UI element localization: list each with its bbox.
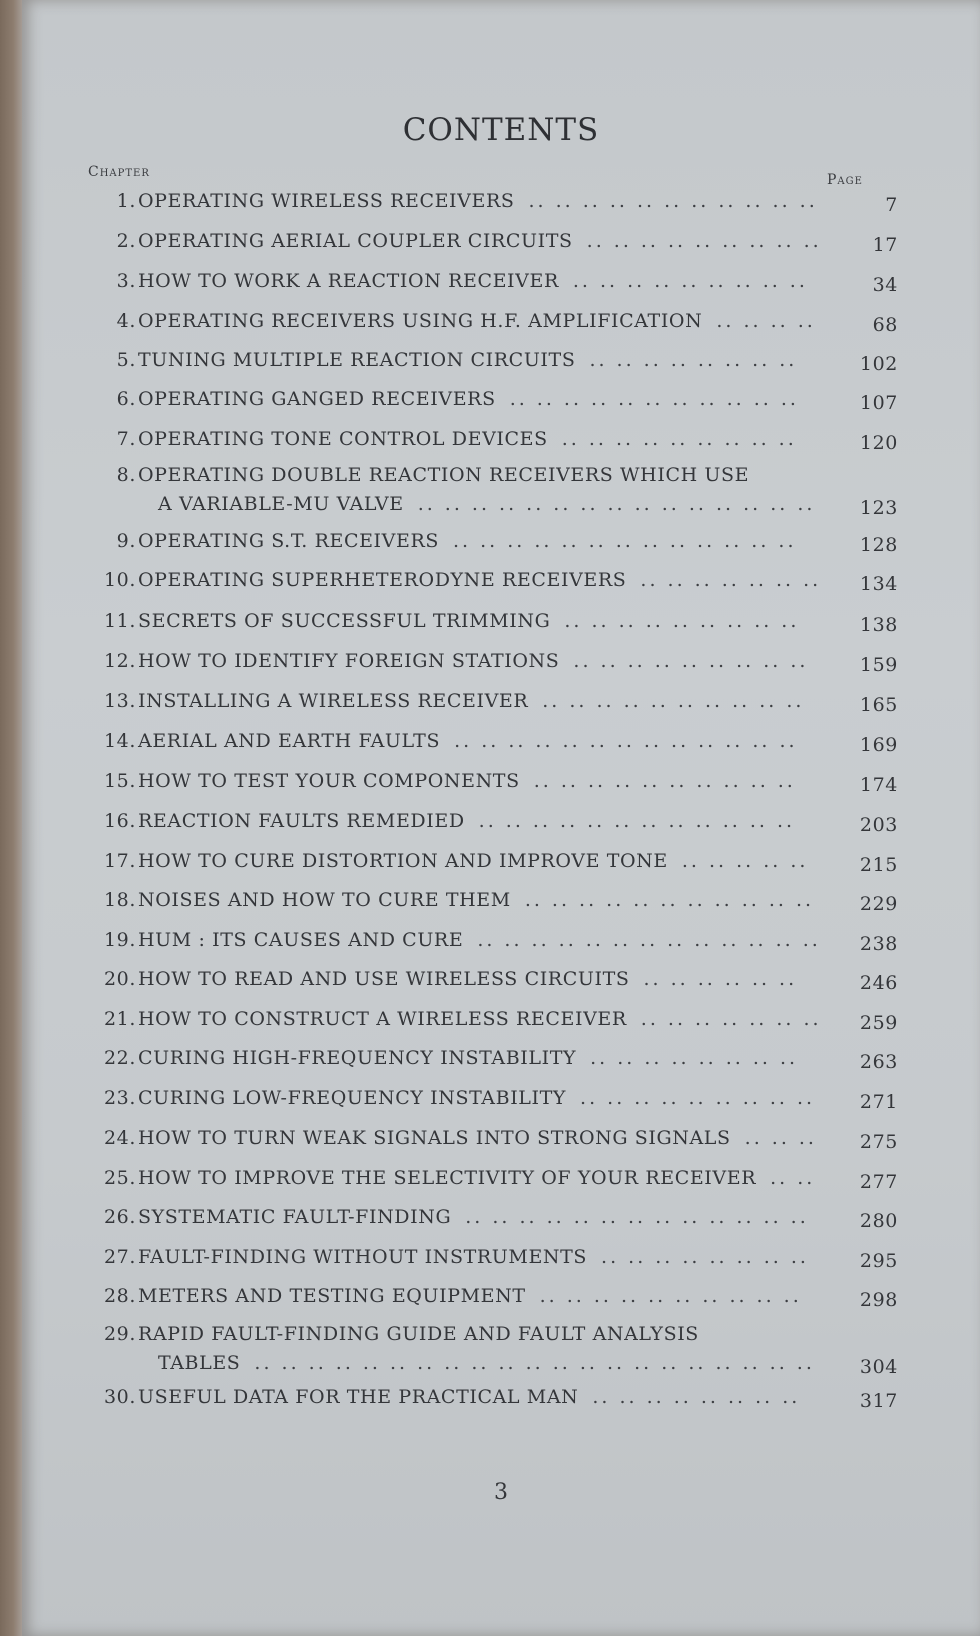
leader-dots: .. .. .. .. .. .. .. .. .. bbox=[561, 428, 797, 450]
leader-dots: .. .. .. .. .. .. .. bbox=[640, 569, 822, 591]
chapter-number: 30. bbox=[103, 1386, 136, 1408]
chapter-page-number: 34 bbox=[872, 274, 898, 296]
toc-entry bbox=[22, 968, 980, 998]
toc-entry bbox=[22, 569, 980, 599]
chapter-title: HOW TO TEST YOUR COMPONENTS bbox=[138, 770, 520, 792]
leader-dots: .. .. .. .. .. .. .. .. .. .. bbox=[542, 690, 805, 712]
chapter-title: OPERATING TONE CONTROL DEVICES bbox=[138, 428, 548, 450]
chapter-title: OPERATING S.T. RECEIVERS bbox=[138, 530, 439, 552]
leader-dots: .. .. .. .. .. .. .. .. .. bbox=[564, 610, 800, 632]
chapter-number: 3. bbox=[116, 270, 136, 292]
chapter-title: TUNING MULTIPLE REACTION CIRCUITS bbox=[138, 349, 576, 371]
chapter-number: 17. bbox=[103, 850, 136, 872]
toc-entry bbox=[22, 349, 980, 379]
chapter-number: 1. bbox=[116, 190, 136, 212]
leader-dots: .. .. .. .. .. .. .. .. .. .. .. bbox=[528, 190, 818, 212]
chapter-number: 15. bbox=[103, 770, 136, 792]
toc-entry bbox=[22, 1285, 980, 1315]
chapter-page-number: 68 bbox=[872, 314, 898, 336]
chapter-title: OPERATING DOUBLE REACTION RECEIVERS WHICH USE bbox=[138, 464, 750, 486]
toc-entry bbox=[22, 1386, 980, 1416]
chapter-column-header: Chapter bbox=[88, 164, 150, 180]
chapter-page-number: 298 bbox=[859, 1289, 898, 1311]
chapter-page-number: 174 bbox=[859, 774, 898, 796]
toc-entry bbox=[22, 1127, 980, 1157]
chapter-number: 21. bbox=[103, 1008, 136, 1030]
chapter-title: RAPID FAULT-FINDING GUIDE AND FAULT ANALYSIS bbox=[138, 1323, 699, 1345]
chapter-number: 4. bbox=[116, 310, 136, 332]
chapter-title: HOW TO IMPROVE THE SELECTIVITY OF YOUR RECEIVER bbox=[138, 1167, 757, 1189]
toc-entry bbox=[22, 530, 980, 560]
chapter-number: 14. bbox=[103, 730, 136, 752]
toc-entry bbox=[22, 810, 980, 840]
chapter-number: 16. bbox=[103, 810, 136, 832]
chapter-page-number: 263 bbox=[859, 1051, 898, 1073]
chapter-page-number: 277 bbox=[859, 1171, 898, 1193]
chapter-page-number: 7 bbox=[885, 194, 898, 216]
page-number: 3 bbox=[494, 1480, 508, 1505]
chapter-number: 12. bbox=[103, 650, 136, 672]
leader-dots: .. .. .. .. .. .. .. .. .. .. .. .. .. .. .. bbox=[417, 493, 816, 515]
leader-dots: .. .. .. .. .. .. .. .. .. bbox=[573, 650, 809, 672]
toc-entry bbox=[22, 730, 980, 760]
chapter-title: HUM : ITS CAUSES AND CURE bbox=[138, 929, 464, 951]
chapter-title: OPERATING AERIAL COUPLER CIRCUITS bbox=[138, 230, 573, 252]
toc-entry bbox=[22, 650, 980, 680]
chapter-number: 25. bbox=[103, 1167, 136, 1189]
toc-entry bbox=[22, 690, 980, 720]
leader-dots: .. .. .. .. .. .. .. .. .. .. .. .. .. .. .. .. .. .. .. .. .. bbox=[254, 1352, 815, 1374]
toc-entry bbox=[22, 1323, 980, 1378]
chapter-title: SECRETS OF SUCCESSFUL TRIMMING bbox=[138, 610, 551, 632]
chapter-page-number: 107 bbox=[859, 392, 898, 414]
leader-dots: .. .. .. .. .. .. .. .. .. .. .. .. bbox=[478, 810, 796, 832]
chapter-page-number: 246 bbox=[859, 972, 898, 994]
chapter-title: OPERATING SUPERHETERODYNE RECEIVERS bbox=[138, 569, 627, 591]
toc-entry bbox=[22, 850, 980, 880]
chapter-title: OPERATING GANGED RECEIVERS bbox=[138, 388, 496, 410]
chapter-page-number: 123 bbox=[859, 497, 898, 519]
chapter-title: CURING HIGH-FREQUENCY INSTABILITY bbox=[138, 1047, 577, 1069]
chapter-page-number: 215 bbox=[859, 854, 898, 876]
chapter-page-number: 259 bbox=[859, 1012, 898, 1034]
chapter-page-number: 280 bbox=[859, 1210, 898, 1232]
toc-entry bbox=[22, 230, 980, 260]
toc-entry bbox=[22, 1246, 980, 1276]
chapter-number: 27. bbox=[103, 1246, 136, 1268]
leader-dots: .. .. .. .. bbox=[716, 310, 816, 332]
leader-dots: .. .. .. .. .. .. .. .. .. .. bbox=[533, 770, 796, 792]
chapter-number: 26. bbox=[103, 1206, 136, 1228]
toc-entry bbox=[22, 889, 980, 919]
toc-entry bbox=[22, 1008, 980, 1038]
toc-entry bbox=[22, 1206, 980, 1236]
toc-entry bbox=[22, 464, 980, 519]
chapter-title: NOISES AND HOW TO CURE THEM bbox=[138, 889, 511, 911]
chapter-number: 5. bbox=[116, 349, 136, 371]
chapter-title: HOW TO CURE DISTORTION AND IMPROVE TONE bbox=[138, 850, 668, 872]
chapter-number: 28. bbox=[103, 1285, 136, 1307]
chapter-number: 10. bbox=[103, 569, 136, 591]
chapter-number: 23. bbox=[103, 1087, 136, 1109]
chapter-title: HOW TO IDENTIFY FOREIGN STATIONS bbox=[138, 650, 560, 672]
chapter-title: OPERATING RECEIVERS USING H.F. AMPLIFICATION bbox=[138, 310, 703, 332]
chapter-page-number: 238 bbox=[859, 933, 898, 955]
leader-dots: .. .. .. .. .. .. .. .. .. bbox=[580, 1087, 816, 1109]
chapter-number: 22. bbox=[103, 1047, 136, 1069]
chapter-title: SYSTEMATIC FAULT-FINDING bbox=[138, 1206, 452, 1228]
toc-entry bbox=[22, 1047, 980, 1077]
toc-entry bbox=[22, 428, 980, 458]
chapter-number: 19. bbox=[103, 929, 136, 951]
chapter-page-number: 128 bbox=[859, 534, 898, 556]
leader-dots: .. .. .. .. .. .. .. .. .. .. .. bbox=[509, 388, 799, 410]
leader-dots: .. .. .. .. .. .. .. .. .. bbox=[586, 230, 822, 252]
chapter-number: 13. bbox=[103, 690, 136, 712]
leader-dots: .. .. .. .. .. .. .. .. bbox=[601, 1246, 809, 1268]
chapter-number: 29. bbox=[103, 1323, 136, 1345]
page-column-header: Page bbox=[827, 172, 863, 188]
book-spine-edge bbox=[0, 0, 22, 1636]
leader-dots: .. .. bbox=[770, 1167, 816, 1189]
chapter-title: REACTION FAULTS REMEDIED bbox=[138, 810, 465, 832]
chapter-number: 18. bbox=[103, 889, 136, 911]
chapter-number: 9. bbox=[116, 530, 136, 552]
toc-entry bbox=[22, 310, 980, 340]
leader-dots: .. .. .. .. .. .. .. .. bbox=[589, 349, 798, 371]
chapter-page-number: 120 bbox=[859, 432, 898, 454]
leader-dots: .. .. .. .. .. .. .. .. .. .. bbox=[539, 1285, 802, 1307]
chapter-title: HOW TO READ AND USE WIRELESS CIRCUITS bbox=[138, 968, 630, 990]
chapter-page-number: 165 bbox=[859, 694, 898, 716]
chapter-page-number: 134 bbox=[859, 573, 898, 595]
leader-dots: .. .. .. .. .. .. .. .. .. .. .. .. .. bbox=[477, 929, 821, 951]
chapter-page-number: 138 bbox=[859, 614, 898, 636]
leader-dots: .. .. .. .. .. .. .. .. bbox=[590, 1047, 799, 1069]
toc-entry bbox=[22, 388, 980, 418]
chapter-page-number: 271 bbox=[859, 1091, 898, 1113]
chapter-page-number: 304 bbox=[859, 1356, 898, 1378]
chapter-page-number: 17 bbox=[872, 234, 898, 256]
chapter-title-continued: TABLES bbox=[158, 1352, 241, 1374]
leader-dots: .. .. .. .. .. .. .. .. .. .. .. .. .. bbox=[452, 530, 797, 552]
leader-dots: .. .. .. .. .. .. .. .. .. .. .. bbox=[524, 889, 815, 911]
chapter-title: OPERATING WIRELESS RECEIVERS bbox=[138, 190, 515, 212]
leader-dots: .. .. .. .. .. .. .. .. .. .. .. .. .. bbox=[465, 1206, 809, 1228]
chapter-page-number: 203 bbox=[859, 814, 898, 836]
chapter-number: 7. bbox=[116, 428, 136, 450]
toc-entry bbox=[22, 929, 980, 959]
chapter-title: INSTALLING A WIRELESS RECEIVER bbox=[138, 690, 529, 712]
chapter-title: CURING LOW-FREQUENCY INSTABILITY bbox=[138, 1087, 567, 1109]
leader-dots: .. .. .. .. .. bbox=[681, 850, 809, 872]
chapter-number: 24. bbox=[103, 1127, 136, 1149]
chapter-number: 2. bbox=[116, 230, 136, 252]
leader-dots: .. .. .. .. .. .. .. .. .. .. .. .. .. bbox=[454, 730, 798, 752]
chapter-title-continued: A VARIABLE-MU VALVE bbox=[158, 493, 404, 515]
chapter-page-number: 229 bbox=[859, 893, 898, 915]
leader-dots: .. .. .. .. .. .. .. .. .. bbox=[572, 270, 808, 292]
leader-dots: .. .. .. .. .. .. bbox=[643, 968, 798, 990]
leader-dots: .. .. .. bbox=[744, 1127, 817, 1149]
chapter-page-number: 159 bbox=[859, 654, 898, 676]
chapter-title: USEFUL DATA FOR THE PRACTICAL MAN bbox=[138, 1386, 579, 1408]
chapter-title: HOW TO TURN WEAK SIGNALS INTO STRONG SIGNALS bbox=[138, 1127, 731, 1149]
chapter-number: 6. bbox=[116, 388, 136, 410]
page-title: CONTENTS bbox=[402, 112, 600, 148]
chapter-page-number: 102 bbox=[859, 353, 898, 375]
chapter-title: HOW TO WORK A REACTION RECEIVER bbox=[138, 270, 559, 292]
chapter-title: HOW TO CONSTRUCT A WIRELESS RECEIVER bbox=[138, 1008, 627, 1030]
chapter-number: 8. bbox=[116, 464, 136, 486]
chapter-title: METERS AND TESTING EQUIPMENT bbox=[138, 1285, 526, 1307]
toc-entry bbox=[22, 610, 980, 640]
chapter-page-number: 275 bbox=[859, 1131, 898, 1153]
toc-entry bbox=[22, 1167, 980, 1197]
chapter-page-number: 169 bbox=[859, 734, 898, 756]
toc-entry bbox=[22, 770, 980, 800]
chapter-number: 20. bbox=[103, 968, 136, 990]
chapter-number: 11. bbox=[103, 610, 136, 632]
toc-entry bbox=[22, 270, 980, 300]
chapter-title: FAULT-FINDING WITHOUT INSTRUMENTS bbox=[138, 1246, 588, 1268]
leader-dots: .. .. .. .. .. .. .. .. bbox=[592, 1386, 801, 1408]
chapter-page-number: 317 bbox=[859, 1390, 898, 1412]
book-page bbox=[22, 0, 980, 1636]
chapter-title: AERIAL AND EARTH FAULTS bbox=[138, 730, 441, 752]
leader-dots: .. .. .. .. .. .. .. bbox=[640, 1008, 822, 1030]
toc-entry bbox=[22, 190, 980, 220]
chapter-page-number: 295 bbox=[859, 1250, 898, 1272]
toc-entry bbox=[22, 1087, 980, 1117]
